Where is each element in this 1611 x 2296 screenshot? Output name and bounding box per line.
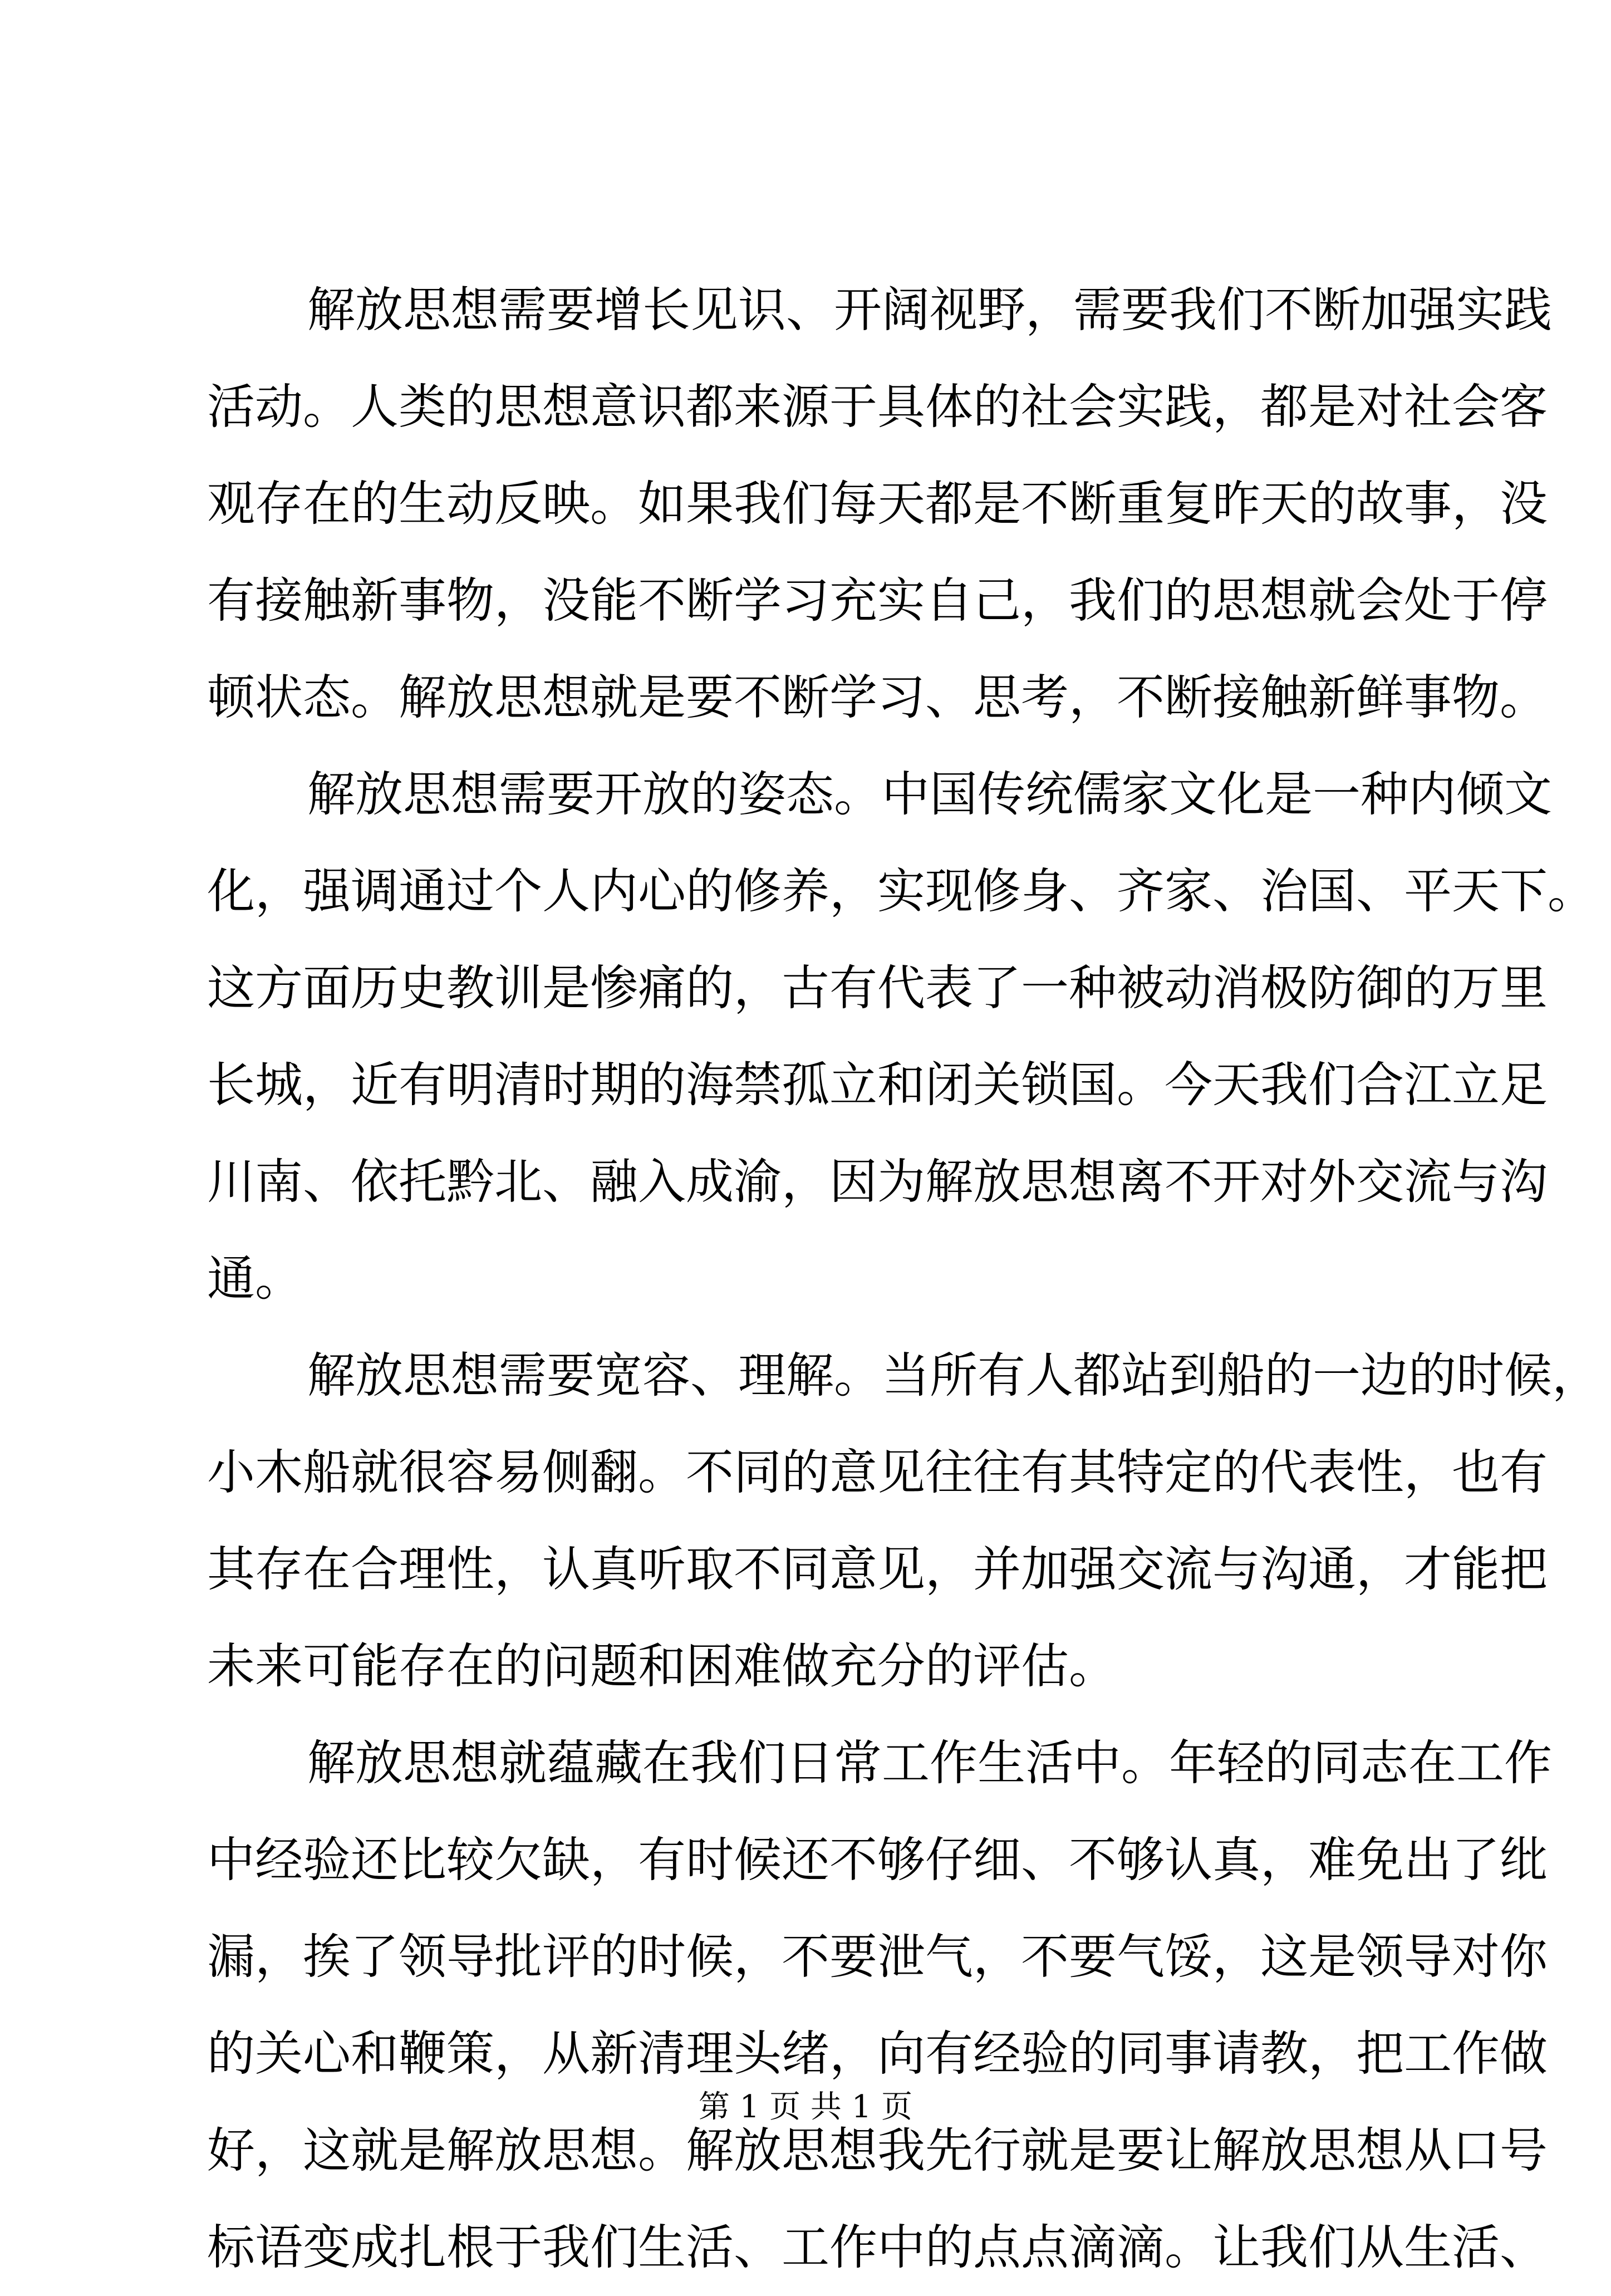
paragraph-4-line-3: 漏，挨了领导批评的时候，不要泄气，不要气馁，这是领导对你 bbox=[207, 1929, 1548, 1985]
paragraph-4-line-1: 解放思想就蕴藏在我们日常工作生活中。年轻的同志在工作 bbox=[307, 1735, 1552, 1791]
paragraph-4-line-6: 标语变成扎根于我们生活、工作中的点点滴滴。让我们从生活、 bbox=[207, 2220, 1548, 2275]
page-footer bbox=[0, 2085, 1611, 2130]
paragraph-2-line-3: 这方面历史教训是惨痛的，古有代表了一种被动消极防御的万里 bbox=[207, 960, 1548, 1016]
page-number-label: 第 1 页 共 1 页 bbox=[698, 2089, 913, 2125]
paragraph-3-line-1: 解放思想需要宽容、理解。当所有人都站到船的一边的时候， bbox=[307, 1348, 1600, 1404]
paragraph-3-line-4: 未来可能存在的问题和困难做充分的评估。 bbox=[207, 1638, 1117, 1694]
paragraph-4-line-5: 好，这就是解放思想。解放思想我先行就是要让解放思想从口号 bbox=[207, 2123, 1548, 2179]
paragraph-1-line-5: 顿状态。解放思想就是要不断学习、思考，不断接触新鲜事物。 bbox=[207, 670, 1548, 725]
paragraph-3-line-3: 其存在合理性，认真听取不同意见，并加强交流与沟通，才能把 bbox=[207, 1542, 1548, 1597]
paragraph-2-line-5: 川南、依托黔北、融入成渝，因为解放思想离不开对外交流与沟 bbox=[207, 1154, 1548, 1210]
paragraph-2-line-6: 通。 bbox=[207, 1251, 303, 1307]
paragraph-2-line-2: 化，强调通过个人内心的修养，实现修身、齐家、治国、平天下。 bbox=[207, 864, 1595, 919]
paragraph-2-line-1: 解放思想需要开放的姿态。中国传统儒家文化是一种内倾文 bbox=[307, 767, 1552, 822]
paragraph-4-line-2: 中经验还比较欠缺，有时候还不够仔细、不够认真，难免出了纰 bbox=[207, 1832, 1548, 1888]
document-body bbox=[207, 262, 1600, 2296]
paragraph-1-line-3: 观存在的生动反映。如果我们每天都是不断重复昨天的故事，没 bbox=[207, 476, 1548, 532]
paragraph-1-line-2: 活动。人类的思想意识都来源于具体的社会实践，都是对社会客 bbox=[207, 379, 1548, 435]
paragraph-1-line-1: 解放思想需要增长见识、开阔视野，需要我们不断加强实践 bbox=[307, 282, 1552, 338]
paragraph-1-line-4: 有接触新事物，没能不断学习充实自己，我们的思想就会处于停 bbox=[207, 573, 1548, 629]
paragraph-4-line-4: 的关心和鞭策，从新清理头绪，向有经验的同事请教，把工作做 bbox=[207, 2026, 1548, 2082]
paragraph-2-line-4: 长城，近有明清时期的海禁孤立和闭关锁国。今天我们合江立足 bbox=[207, 1057, 1548, 1113]
paragraph-3-line-2: 小木船就很容易侧翻。不同的意见往往有其特定的代表性，也有 bbox=[207, 1445, 1548, 1500]
